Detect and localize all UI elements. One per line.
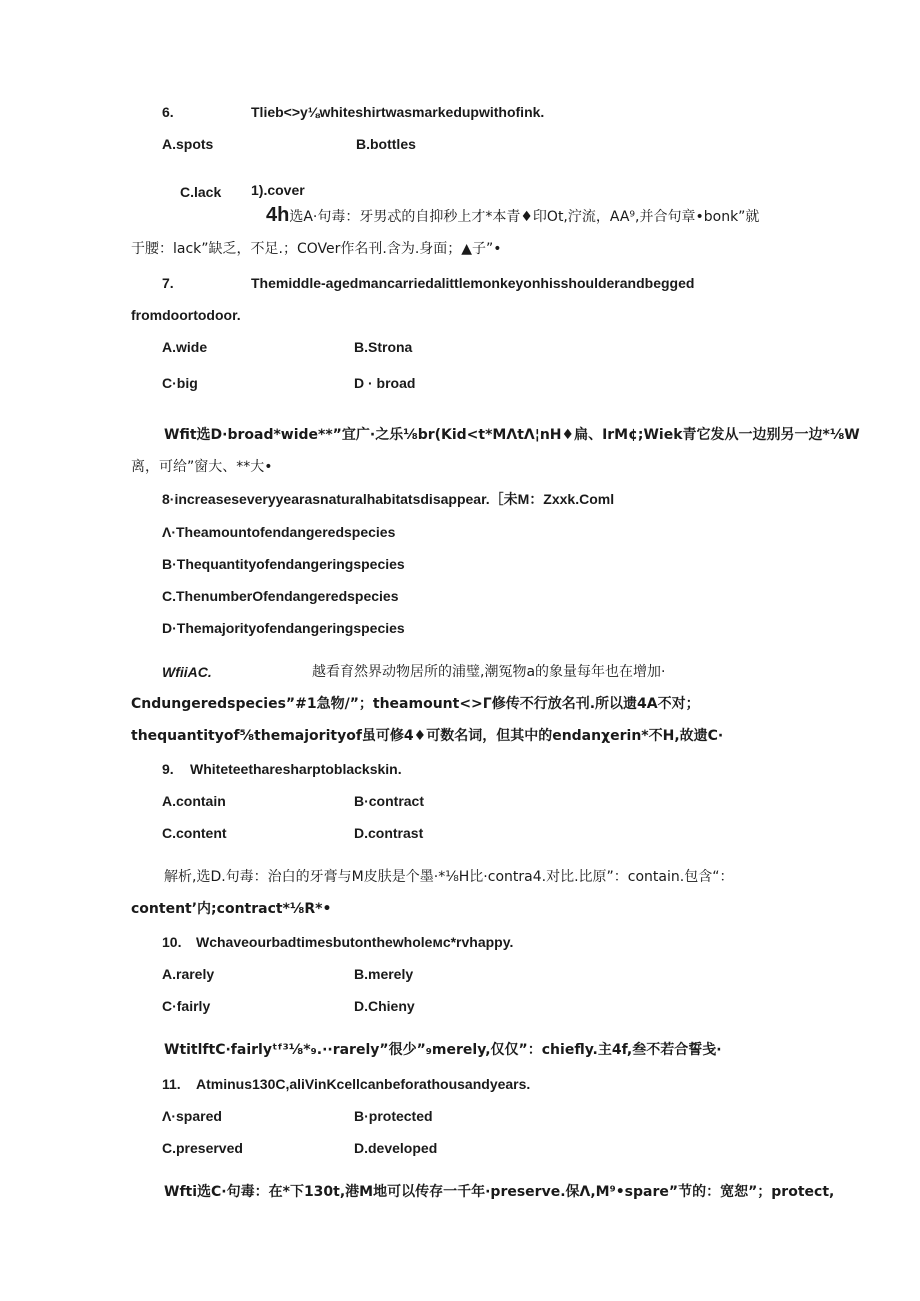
q9-option-b: B·contract <box>354 793 425 809</box>
q10-option-d: D.Chieny <box>354 998 415 1014</box>
q8-option-d: D·Themajorityofendangeringspecies <box>162 620 405 636</box>
q8-explanation-line3: thequantityof⅝themajorityof虽可修4♦可数名词，但其中的endanχerin*不H,故遗C· <box>131 728 724 744</box>
q9-option-d: D.contrast <box>354 825 424 841</box>
q6-explanation-mark: 4h <box>266 204 290 226</box>
q10-option-a: A.rarely <box>162 966 215 982</box>
q11-option-a: Λ·spared <box>162 1108 222 1124</box>
q7-explanation-line2: 离，可给”窗大、**大• <box>131 459 273 475</box>
q10-text: Wchaveourbadtimesbutonthewholeмc*rvhappy. <box>196 934 514 950</box>
q11-number: 11. <box>162 1076 181 1092</box>
q6-option-d: 1).cover <box>251 182 305 198</box>
q7-option-c: C·big <box>162 375 198 391</box>
q11-option-c: C.preserved <box>162 1140 243 1156</box>
q6-option-a: A.spots <box>162 136 214 152</box>
q9-explanation-line2: content’内;contract*⅛R*• <box>131 901 332 917</box>
q9-text: Whiteteetharesharptoblackskin. <box>190 761 402 777</box>
q7-text: Themiddle-agedmancarriedalittlemonkeyonhisshoulderandbegged <box>251 275 695 291</box>
q8-explanation-line2: Cndungeredspecies”#1急物/”；theamount<>Γ修传不行放名刊.所以遗4A不对； <box>131 696 700 712</box>
q8-option-a: Λ·Theamountofendangeredspecies <box>162 524 396 540</box>
q6-number: 6. <box>162 104 174 120</box>
q7-option-d: D · broad <box>354 375 416 391</box>
q9-explanation-line1: 解析,选D.句毒：治白的牙膏与M皮肤是个墨·*⅛H比·contra4.对比.比原”：contain.包含“： <box>164 869 734 885</box>
q8-option-c: C.ThenumberOfendangeredspecies <box>162 588 399 604</box>
q8-option-b: B·Thequantityofendangeringspecies <box>162 556 405 572</box>
q10-option-c: C·fairly <box>162 998 211 1014</box>
q11-option-b: B·protected <box>354 1108 433 1124</box>
q7-option-b: B.Strona <box>354 339 413 355</box>
q7-option-a: A.wide <box>162 339 208 355</box>
q6-explanation-text: 选A·句毒：牙男忒的自抑秒上才*本青♦印Ot,泞流，AA⁹,并合句章•bonk”就 <box>289 209 760 225</box>
q6-option-c: C.lack <box>180 184 222 200</box>
q6-explanation-line1 <box>266 206 759 226</box>
q6-text: Tlieb<>y⅛whiteshirtwasmarkedupwithofink. <box>251 104 545 120</box>
q7-number: 7. <box>162 275 174 291</box>
q8-explanation-line1: 越看育然界动物居所的浦璧,潮冤物a的象量每年也在增加· <box>312 664 666 680</box>
q9-option-c: C.content <box>162 825 227 841</box>
q10-option-b: B.merely <box>354 966 414 982</box>
q8-text: 8·increaseseveryyearasnaturalhabitatsdisappear.［未M：Zxxk.Coml <box>162 491 615 507</box>
q10-number: 10. <box>162 934 182 950</box>
q6-option-b: B.bottles <box>356 136 416 152</box>
q11-text: Atminus130C,aliVinKcellcanbeforathousandyears. <box>196 1076 531 1092</box>
q7-explanation-line1: Wfit选D·broad*wide**”宜广·之乐⅛br(Kid<t*MΛtΛ¦nH♦扁、IrM¢;Wiek青它发从一边别另一边*⅛W <box>164 427 860 443</box>
q9-number: 9. <box>162 761 174 777</box>
q8-explanation-label: WfiiAC. <box>162 664 212 680</box>
q11-explanation-line1: Wfti选C·句毒：在*下130t,港M地可以传存一千年·preserve.保Λ,M⁹•spare”节的：宽恕”；protect, <box>164 1184 835 1200</box>
q7-text-continued: fromdoortodoor. <box>131 307 241 323</box>
q10-explanation-line1: WtitlftC·fairlyᵗᶠ³⅛*₉.··rarely”很少”₉merely,仅仅”：chiefly.主4f,叁不若合誓戋· <box>164 1042 722 1058</box>
q6-explanation-line2: 于腰：lack”缺乏，不足.；COVer作名刊.含为.身面；▲子”• <box>131 241 502 257</box>
q9-option-a: A.contain <box>162 793 226 809</box>
q11-option-d: D.developed <box>354 1140 438 1156</box>
